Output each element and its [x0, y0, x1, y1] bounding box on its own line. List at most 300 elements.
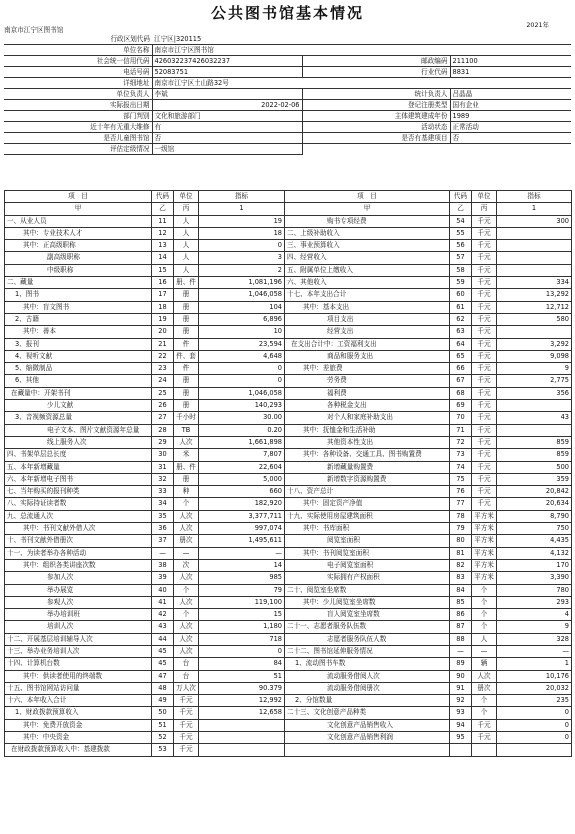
- info-value: 南京市江宁区图书馆: [152, 45, 571, 56]
- code-cell: 49: [152, 695, 174, 707]
- item-name-cell: 二、上级补助收入: [285, 227, 450, 239]
- unit-cell: 千元: [174, 732, 199, 744]
- item-name-cell: 十四、计算机台数: [5, 658, 152, 670]
- item-name-cell: 五、附属单位上缴收入: [285, 264, 450, 276]
- unit-cell: —: [174, 547, 199, 559]
- header-cell: 单位: [174, 191, 199, 203]
- item-name-cell: 志愿者服务队伍人数: [285, 633, 450, 645]
- table-row: [5, 547, 572, 559]
- code-cell: 60: [450, 289, 472, 301]
- value-cell: 750: [497, 523, 572, 535]
- info-blank: [302, 144, 571, 155]
- info-label: 是否有基建项目: [302, 133, 450, 144]
- item-name-cell: 举办展览: [5, 584, 152, 596]
- item-name-cell: 其中：供读者使用的终端数: [5, 670, 152, 682]
- unit-cell: 个: [472, 609, 497, 621]
- code-cell: 24: [152, 375, 174, 387]
- info-label: 行政区划代码: [4, 34, 152, 45]
- item-name-cell: 其中：差旅费: [285, 363, 450, 375]
- table-row: [5, 658, 572, 670]
- code-cell: 43: [152, 621, 174, 633]
- table-row: [5, 609, 572, 621]
- unit-cell: 种: [174, 486, 199, 498]
- item-name-cell: 电子文本、图片文献资源年总量: [5, 424, 152, 436]
- code-cell: —: [152, 547, 174, 559]
- value-cell: 170: [497, 559, 572, 571]
- code-cell: 23: [152, 363, 174, 375]
- info-value: 211100: [450, 56, 571, 67]
- table-row: [5, 682, 572, 694]
- info-row: [4, 78, 571, 89]
- unit-cell: 千元: [472, 252, 497, 264]
- code-cell: 12: [152, 227, 174, 239]
- item-name-cell: 七、当年购买的报刊种类: [5, 486, 152, 498]
- item-name-cell: 六、其他收入: [285, 277, 450, 289]
- code-cell: 13: [152, 240, 174, 252]
- item-name-cell: 其中：书刊阅览室面积: [285, 547, 450, 559]
- table-row: [5, 301, 572, 313]
- table-row: [5, 719, 572, 731]
- value-cell: 293: [497, 596, 572, 608]
- table-row: [5, 449, 572, 461]
- unit-cell: 人: [174, 227, 199, 239]
- code-cell: 45: [152, 658, 174, 670]
- unit-cell: 人: [174, 215, 199, 227]
- value-cell: 660: [199, 486, 285, 498]
- unit-cell: 千元: [472, 486, 497, 498]
- item-name-cell: 5、缩微制品: [5, 363, 152, 375]
- unit-cell: 册: [174, 400, 199, 412]
- value-cell: 12,712: [497, 301, 572, 313]
- value-cell: 4,648: [199, 350, 285, 362]
- unit-cell: 千元: [472, 289, 497, 301]
- value-cell: 3,292: [497, 338, 572, 350]
- code-cell: 11: [152, 215, 174, 227]
- header-cell: 代码: [152, 191, 174, 203]
- info-row: [4, 34, 571, 45]
- unit-cell: 千元: [472, 301, 497, 313]
- unit-cell: 人: [174, 240, 199, 252]
- value-cell: 1,495,611: [199, 535, 285, 547]
- info-value: 一级馆: [152, 144, 302, 155]
- info-label: 近十年有无重大维修: [4, 122, 152, 133]
- subheader-cell: 丙: [174, 203, 199, 215]
- code-cell: 75: [450, 473, 472, 485]
- info-label: 电话号码: [4, 67, 152, 78]
- subheader-cell: 甲: [285, 203, 450, 215]
- item-name-cell: 流动服务借阅册次: [285, 682, 450, 694]
- item-name-cell: 其中：抚恤金和生活补助: [285, 424, 450, 436]
- unit-cell: 人次: [472, 670, 497, 682]
- info-label: 主体建筑建成年份: [302, 111, 450, 122]
- item-name-cell: 3、音视频资源总量: [5, 412, 152, 424]
- code-cell: 72: [450, 436, 472, 448]
- item-name-cell: 2、分馆数量: [285, 695, 450, 707]
- unit-cell: 千元: [472, 240, 497, 252]
- unit-cell: 千元: [472, 424, 497, 436]
- info-value: 南京市江宁区土山路32号: [152, 78, 571, 89]
- indicator-table: [4, 190, 572, 757]
- unit-cell: 千元: [472, 264, 497, 276]
- code-cell: 53: [152, 744, 174, 756]
- code-cell: 88: [450, 633, 472, 645]
- item-name-cell: 1、流动图书车数: [285, 658, 450, 670]
- info-value: 江宁区|320115: [152, 34, 571, 45]
- code-cell: 67: [450, 375, 472, 387]
- item-name-cell: 流动服务借阅人次: [285, 670, 450, 682]
- value-cell: 0: [497, 719, 572, 731]
- info-row: [4, 67, 571, 78]
- item-name-cell: 在财政拨款预算收入中：基建拨款: [5, 744, 152, 756]
- unit-cell: 万人次: [174, 682, 199, 694]
- unit-cell: 个: [472, 584, 497, 596]
- value-cell: 4: [497, 609, 572, 621]
- value-cell: 334: [497, 277, 572, 289]
- header-cell: 项 目: [5, 191, 152, 203]
- code-cell: 45: [152, 645, 174, 657]
- info-row: [4, 122, 571, 133]
- code-cell: 39: [152, 572, 174, 584]
- info-row: [4, 133, 571, 144]
- value-cell: 235: [497, 695, 572, 707]
- code-cell: 48: [152, 682, 174, 694]
- table-row: [5, 461, 572, 473]
- unit-cell: 次: [174, 559, 199, 571]
- item-name-cell: 二十、阅览室坐席数: [285, 584, 450, 596]
- table-row: [5, 350, 572, 362]
- value-cell: 0: [497, 707, 572, 719]
- value-cell: 18: [199, 227, 285, 239]
- value-cell: 20,842: [497, 486, 572, 498]
- unit-cell: 人次: [174, 436, 199, 448]
- unit-cell: 个: [472, 621, 497, 633]
- value-cell: 718: [199, 633, 285, 645]
- code-cell: 89: [450, 658, 472, 670]
- code-cell: 35: [152, 510, 174, 522]
- table-row: [5, 240, 572, 252]
- value-cell: 84: [199, 658, 285, 670]
- table-row: [5, 400, 572, 412]
- value-cell: [497, 227, 572, 239]
- unit-cell: 人: [174, 264, 199, 276]
- code-cell: 84: [450, 584, 472, 596]
- value-cell: 30.00: [199, 412, 285, 424]
- value-cell: 9: [497, 621, 572, 633]
- unit-cell: 千元: [472, 498, 497, 510]
- unit-cell: —: [472, 645, 497, 657]
- item-name-cell: 其中：盲文图书: [5, 301, 152, 313]
- value-cell: 4,435: [497, 535, 572, 547]
- item-name-cell: 其中：组织各类讲座次数: [5, 559, 152, 571]
- code-cell: 83: [450, 572, 472, 584]
- unit-cell: 千元: [472, 277, 497, 289]
- code-cell: 27: [152, 412, 174, 424]
- value-cell: —: [497, 645, 572, 657]
- item-name-cell: 参观人次: [5, 596, 152, 608]
- value-cell: 2,775: [497, 375, 572, 387]
- unit-cell: 千元: [472, 326, 497, 338]
- unit-cell: 册、件: [174, 461, 199, 473]
- code-cell: 19: [152, 313, 174, 325]
- unit-cell: 件: [174, 363, 199, 375]
- table-row: [5, 707, 572, 719]
- table-row: [5, 326, 572, 338]
- code-cell: 61: [450, 301, 472, 313]
- value-cell: 19: [199, 215, 285, 227]
- value-cell: 23,594: [199, 338, 285, 350]
- info-label: 统计负责人: [302, 89, 450, 100]
- info-value: 否: [152, 133, 302, 144]
- info-value: 1989: [450, 111, 571, 122]
- item-name-cell: 项目支出: [285, 313, 450, 325]
- unit-cell: 平方米: [472, 559, 497, 571]
- value-cell: 4,132: [497, 547, 572, 559]
- code-cell: 85: [450, 596, 472, 608]
- code-cell: 36: [152, 523, 174, 535]
- value-cell: 356: [497, 387, 572, 399]
- info-label: 登记注册类型: [302, 100, 450, 111]
- item-name-cell: 四、经营收入: [285, 252, 450, 264]
- item-name-cell: 八、实际持证读者数: [5, 498, 152, 510]
- value-cell: 3,390: [497, 572, 572, 584]
- value-cell: 10: [199, 326, 285, 338]
- code-cell: 80: [450, 535, 472, 547]
- item-name-cell: 培训人次: [5, 621, 152, 633]
- table-row: [5, 313, 572, 325]
- table-row: [5, 387, 572, 399]
- table-row: [5, 424, 572, 436]
- value-cell: 13,292: [497, 289, 572, 301]
- unit-cell: 册: [174, 387, 199, 399]
- info-value: 2022-02-06: [152, 100, 302, 111]
- code-cell: 93: [450, 707, 472, 719]
- code-cell: 54: [450, 215, 472, 227]
- table-row: [5, 559, 572, 571]
- code-cell: 34: [152, 498, 174, 510]
- table-row: [5, 732, 572, 744]
- unit-cell: 人次: [174, 621, 199, 633]
- info-label: 部门判别: [4, 111, 152, 122]
- code-cell: 87: [450, 621, 472, 633]
- value-cell: [497, 424, 572, 436]
- value-cell: 1,081,196: [199, 277, 285, 289]
- code-cell: 73: [450, 449, 472, 461]
- item-name-cell: 文化创意产品销售利润: [285, 732, 450, 744]
- unit-cell: TB: [174, 424, 199, 436]
- unit-cell: 个: [174, 584, 199, 596]
- value-cell: 140,293: [199, 400, 285, 412]
- item-name-cell: 劳务费: [285, 375, 450, 387]
- code-cell: 25: [152, 387, 174, 399]
- value-cell: 300: [497, 215, 572, 227]
- info-row: [4, 56, 571, 67]
- table-row: [5, 363, 572, 375]
- code-cell: 64: [450, 338, 472, 350]
- code-cell: 47: [152, 670, 174, 682]
- unit-cell: 册、件: [174, 277, 199, 289]
- value-cell: 1,661,898: [199, 436, 285, 448]
- item-name-cell: 其中：少儿阅览室坐席数: [285, 596, 450, 608]
- value-cell: 90.379: [199, 682, 285, 694]
- item-name-cell: 十八、资产总计: [285, 486, 450, 498]
- table-row: [5, 473, 572, 485]
- code-cell: 30: [152, 449, 174, 461]
- info-row: [4, 100, 571, 111]
- item-name-cell: 四、书架单层总长度: [5, 449, 152, 461]
- unit-cell: 人次: [174, 645, 199, 657]
- info-row: [4, 144, 571, 155]
- unit-cell: 平方米: [472, 523, 497, 535]
- unit-cell: 册: [174, 289, 199, 301]
- value-cell: 8,790: [497, 510, 572, 522]
- item-name-cell: 其他资本性支出: [285, 436, 450, 448]
- value-cell: [199, 719, 285, 731]
- table-row: [5, 535, 572, 547]
- info-label: 社会统一信用代码: [4, 56, 152, 67]
- value-cell: 7,807: [199, 449, 285, 461]
- code-cell: 90: [450, 670, 472, 682]
- unit-cell: [472, 744, 497, 756]
- unit-cell: 千元: [472, 400, 497, 412]
- item-name-cell: 新增藏量购置费: [285, 461, 450, 473]
- table-row: [5, 227, 572, 239]
- code-cell: 92: [450, 695, 472, 707]
- unit-cell: 册: [174, 473, 199, 485]
- unit-cell: 件、套: [174, 350, 199, 362]
- value-cell: 0: [199, 375, 285, 387]
- info-row: [4, 45, 571, 56]
- info-row: [4, 111, 571, 122]
- table-row: [5, 596, 572, 608]
- table-row: [5, 436, 572, 448]
- unit-cell: 册: [174, 313, 199, 325]
- code-cell: 42: [152, 609, 174, 621]
- unit-cell: 册: [174, 301, 199, 313]
- unit-cell: 平方米: [472, 510, 497, 522]
- info-label: 详细地址: [4, 78, 152, 89]
- unit-cell: 个: [174, 609, 199, 621]
- subheader-cell: 甲: [5, 203, 152, 215]
- item-name-cell: 副高级职称: [5, 252, 152, 264]
- value-cell: [497, 326, 572, 338]
- item-name-cell: 十五、图书馆网站访问量: [5, 682, 152, 694]
- item-name-cell: 线上服务人次: [5, 436, 152, 448]
- header-cell: 项 目: [285, 191, 450, 203]
- item-name-cell: 其中：基本支出: [285, 301, 450, 313]
- item-name-cell: 二、藏量: [5, 277, 152, 289]
- unit-cell: 平方米: [472, 572, 497, 584]
- value-cell: [199, 732, 285, 744]
- value-cell: [497, 264, 572, 276]
- table-row: [5, 338, 572, 350]
- table-subheader-row: [5, 203, 572, 215]
- item-name-cell: 实际拥有产权面积: [285, 572, 450, 584]
- table-row: [5, 252, 572, 264]
- unit-cell: 千元: [174, 695, 199, 707]
- unit-cell: 人: [472, 633, 497, 645]
- code-cell: 32: [152, 473, 174, 485]
- info-label: 是否儿童图书馆: [4, 133, 152, 144]
- item-name-cell: 文化创意产品销售收入: [285, 719, 450, 731]
- code-cell: 82: [450, 559, 472, 571]
- unit-cell: 人次: [174, 523, 199, 535]
- item-name-cell: 十、书刊文献外借册次: [5, 535, 152, 547]
- subheader-cell: 丙: [472, 203, 497, 215]
- item-name-cell: 在支出合计中：工资福利支出: [285, 338, 450, 350]
- item-name-cell: 3、报刊: [5, 338, 152, 350]
- header-cell: 指标: [199, 191, 285, 203]
- code-cell: 21: [152, 338, 174, 350]
- info-label: 邮政编码: [302, 56, 450, 67]
- value-cell: 14: [199, 559, 285, 571]
- header-cell: 指标: [497, 191, 572, 203]
- item-name-cell: 盲人阅览室坐席数: [285, 609, 450, 621]
- code-cell: 22: [152, 350, 174, 362]
- unit-cell: 人次: [174, 633, 199, 645]
- unit-cell: 个: [472, 707, 497, 719]
- value-cell: 1,180: [199, 621, 285, 633]
- value-cell: 9,098: [497, 350, 572, 362]
- subheader-cell: 1: [199, 203, 285, 215]
- code-cell: 44: [152, 633, 174, 645]
- unit-cell: 平方米: [472, 535, 497, 547]
- unit-cell: 千元: [472, 375, 497, 387]
- unit-cell: 人次: [174, 510, 199, 522]
- table-row: [5, 572, 572, 584]
- item-name-cell: 十七、本年支出合计: [285, 289, 450, 301]
- table-row: [5, 523, 572, 535]
- code-cell: 74: [450, 461, 472, 473]
- item-name-cell: 少儿文献: [5, 400, 152, 412]
- info-value: 国有企业: [450, 100, 571, 111]
- value-cell: 79: [199, 584, 285, 596]
- table-row: [5, 621, 572, 633]
- table-row: [5, 289, 572, 301]
- code-cell: 56: [450, 240, 472, 252]
- item-name-cell: 6、其他: [5, 375, 152, 387]
- value-cell: 1,046,058: [199, 289, 285, 301]
- code-cell: 50: [152, 707, 174, 719]
- unit-cell: 人次: [174, 596, 199, 608]
- info-label: 评估定级情况: [4, 144, 152, 155]
- item-name-cell: 十一、为读者举办各种活动: [5, 547, 152, 559]
- value-cell: [497, 240, 572, 252]
- subheader-cell: 乙: [450, 203, 472, 215]
- unit-name: 南京市江宁区图书馆: [4, 26, 64, 34]
- item-name-cell: 其中：固定资产净值: [285, 498, 450, 510]
- unit-cell: 千元: [472, 387, 497, 399]
- item-name-cell: 十六、本年收入合计: [5, 695, 152, 707]
- item-name-cell: 十二、开展基层培训辅导人次: [5, 633, 152, 645]
- value-cell: [497, 744, 572, 756]
- page-title: 公共图书馆基本情况: [210, 4, 364, 22]
- unit-cell: 千元: [472, 473, 497, 485]
- unit-cell: 千元: [472, 732, 497, 744]
- value-cell: 1,046,058: [199, 387, 285, 399]
- value-cell: 3,377,711: [199, 510, 285, 522]
- value-cell: 359: [497, 473, 572, 485]
- value-cell: 182,920: [199, 498, 285, 510]
- unit-cell: 件: [174, 338, 199, 350]
- value-cell: 985: [199, 572, 285, 584]
- unit-cell: 册: [174, 375, 199, 387]
- code-cell: 14: [152, 252, 174, 264]
- item-name-cell: 对个人和家庭补助支出: [285, 412, 450, 424]
- code-cell: 20: [152, 326, 174, 338]
- value-cell: 104: [199, 301, 285, 313]
- code-cell: 26: [152, 400, 174, 412]
- value-cell: 15: [199, 609, 285, 621]
